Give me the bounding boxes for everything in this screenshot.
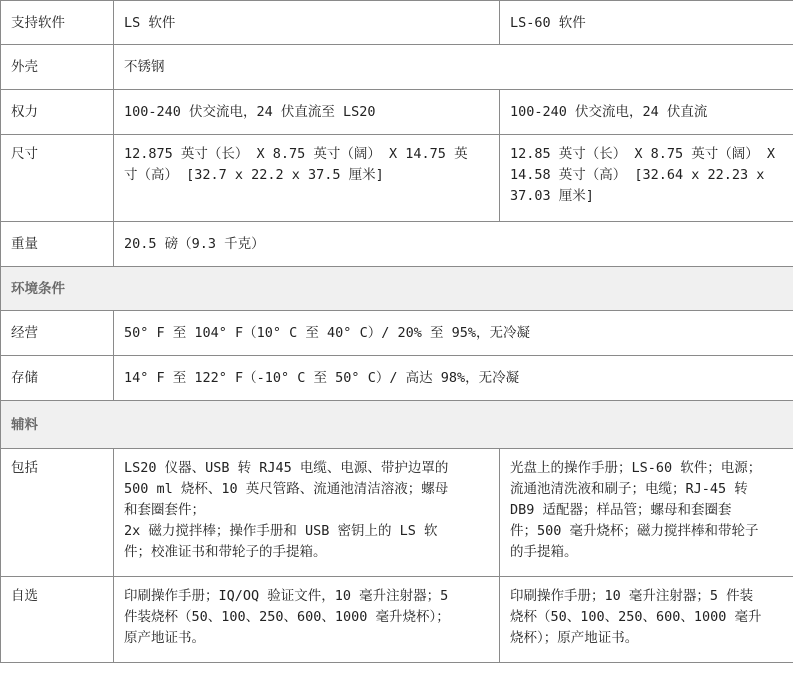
value-weight: 20.5 磅（9.3 千克）	[114, 222, 793, 267]
size-ls60-line: 12.85 英寸（长） X 8.75 英寸（阔） X	[510, 146, 776, 162]
value-included-ls60	[500, 449, 793, 577]
value-operating: 50° F 至 104° F（10° C 至 40° C）/ 20% 至 95%，无冷凝	[114, 311, 793, 356]
label-support-software: 支持软件	[1, 1, 114, 45]
value-optional-ls60	[500, 577, 793, 663]
value-size-ls	[114, 135, 500, 222]
value-included-ls	[114, 449, 500, 577]
row-support-software	[1, 1, 793, 45]
value-optional-ls	[114, 577, 500, 663]
value-support-software-ls60: LS-60 软件	[500, 1, 793, 45]
row-optional	[1, 577, 793, 663]
label-size: 尺寸	[1, 135, 114, 222]
optional-ls-line: 件装烧杯（50、100、250、600、1000 毫升烧杯）；	[124, 609, 450, 625]
section-environment	[1, 267, 793, 311]
row-operating	[1, 311, 793, 356]
size-ls-line: 寸（高） [32.7 x 22.2 x 37.5 厘米]	[124, 167, 384, 183]
value-power-ls: 100-240 伏交流电，24 伏直流至 LS20	[114, 90, 500, 135]
included-ls60-line: 光盘上的操作手册；LS-60 软件；电源；	[510, 460, 762, 476]
row-included	[1, 449, 793, 577]
section-title-accessories: 辅料	[1, 401, 793, 449]
row-power	[1, 90, 793, 135]
included-ls60-line: 流通池清洗液和刷子；电缆；RJ-45 转	[510, 481, 748, 497]
section-title-environment: 环境条件	[1, 267, 793, 311]
size-ls60-line: 14.58 英寸（高） [32.64 x 22.23 x	[510, 167, 765, 183]
row-size	[1, 135, 793, 222]
included-ls-line: 500 ml 烧杯、10 英尺管路、流通池清洁溶液；螺母	[124, 481, 449, 497]
included-ls60-line: 件；500 毫升烧杯；磁力搅拌棒和带轮子	[510, 523, 759, 539]
value-size-ls60	[500, 135, 793, 222]
value-support-software-ls: LS 软件	[114, 1, 500, 45]
section-accessories	[1, 401, 793, 449]
label-power: 权力	[1, 90, 114, 135]
label-weight: 重量	[1, 222, 114, 267]
optional-ls-line: 原产地证书。	[124, 630, 205, 646]
label-optional: 自选	[1, 577, 114, 663]
optional-ls60-line: 印刷操作手册；10 毫升注射器；5 件装	[510, 588, 754, 604]
included-ls-line: 2x 磁力搅拌棒；操作手册和 USB 密钥上的 LS 软	[124, 523, 438, 539]
label-storage: 存储	[1, 356, 114, 401]
value-power-ls60: 100-240 伏交流电，24 伏直流	[500, 90, 793, 135]
included-ls60-line: DB9 适配器；样品管；螺母和套圈套	[510, 502, 732, 518]
optional-ls60-line: 烧杯）；原产地证书。	[510, 630, 639, 646]
label-included: 包括	[1, 449, 114, 577]
row-housing	[1, 45, 793, 90]
value-housing: 不锈钢	[114, 45, 793, 90]
optional-ls60-line: 烧杯（50、100、250、600、1000 毫升	[510, 609, 762, 625]
included-ls-line: LS20 仪器、USB 转 RJ45 电缆、电源、带护边罩的	[124, 460, 449, 476]
row-storage	[1, 356, 793, 401]
size-ls-line: 12.875 英寸（长） X 8.75 英寸（阔） X 14.75 英	[124, 146, 468, 162]
label-operating: 经营	[1, 311, 114, 356]
row-weight	[1, 222, 793, 267]
included-ls-line: 件；校准证书和带轮子的手提箱。	[124, 544, 327, 560]
label-housing: 外壳	[1, 45, 114, 90]
value-storage: 14° F 至 122° F（-10° C 至 50° C）/ 高达 98%，无冷凝	[114, 356, 793, 401]
included-ls-line: 和套圈套件；	[124, 502, 205, 518]
size-ls60-line: 37.03 厘米]	[510, 188, 594, 204]
included-ls60-line: 的手提箱。	[510, 544, 578, 560]
optional-ls-line: 印刷操作手册；IQ/OQ 验证文件，10 毫升注射器；5	[124, 588, 449, 604]
